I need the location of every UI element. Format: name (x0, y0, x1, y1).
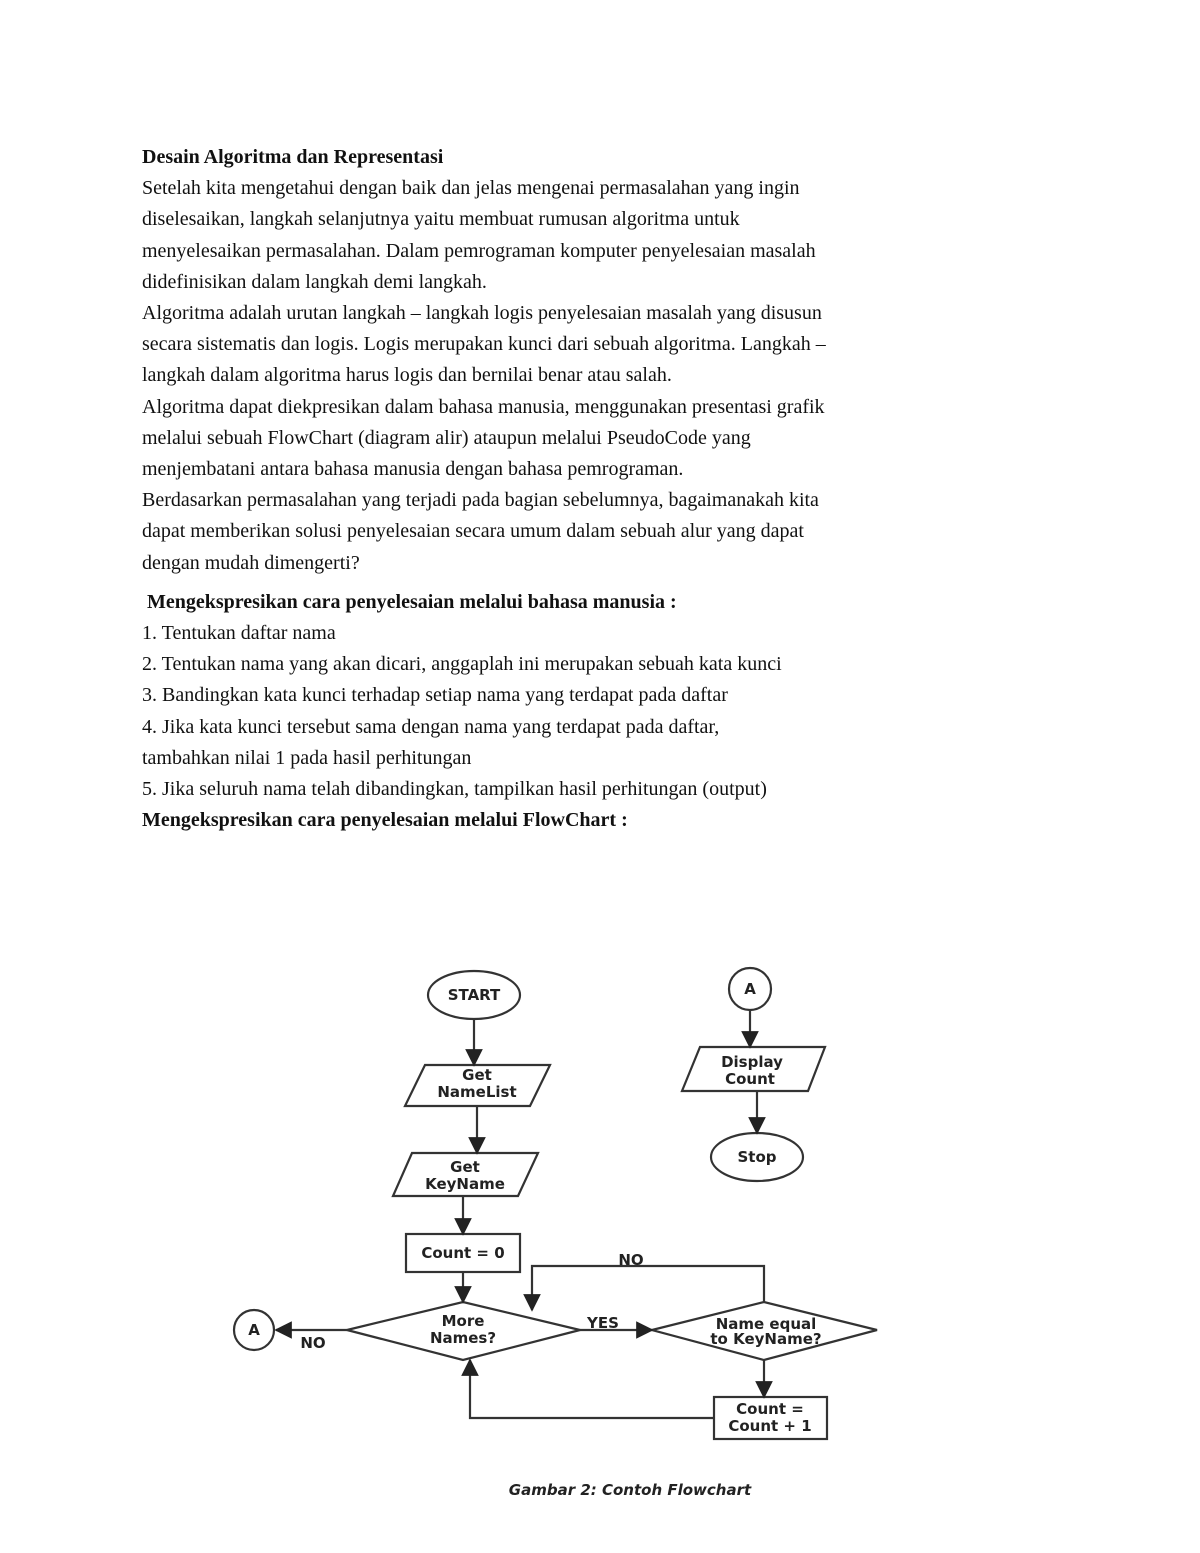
paragraph-line: Berdasarkan permasalahan yang terjadi pada bagian sebelumnya, bagaimanakah kita (142, 489, 819, 512)
more-names-label-1: More (441, 1312, 485, 1330)
no-label-top: NO (618, 1251, 644, 1269)
list-item: 1. Tentukan daftar nama (142, 622, 336, 645)
start-label: START (447, 986, 501, 1004)
count-init-label: Count = 0 (421, 1244, 505, 1262)
list-item: 2. Tentukan nama yang akan dicari, anggaplah ini merupakan sebuah kata kunci (142, 653, 782, 676)
more-names-label-2: Names? (429, 1329, 497, 1347)
paragraph-line: melalui sebuah FlowChart (diagram alir) ataupun melalui PseudoCode yang (142, 426, 751, 449)
section-heading-flowchart: Mengekspresikan cara penyelesaian melalui FlowChart : (142, 809, 628, 832)
yes-label: YES (587, 1314, 619, 1332)
paragraph-line: dengan mudah dimengerti? (142, 551, 360, 574)
get-namelist-label-2: NameList (437, 1083, 517, 1101)
paragraph-line: dapat memberikan solusi penyelesaian secara umum dalam sebuah alur yang dapat (142, 520, 804, 543)
display-count-label-1: Display (721, 1053, 783, 1071)
paragraph-line: Algoritma adalah urutan langkah – langkah logis penyelesaian masalah yang disusun (142, 302, 822, 325)
paragraph-line: Setelah kita mengetahui dengan baik dan jelas mengenai permasalahan yang ingin (142, 177, 800, 200)
figure-caption: Gambar 2: Contoh Flowchart (508, 1481, 752, 1499)
get-keyname-label-2: KeyName (425, 1175, 505, 1193)
get-keyname-label-1: Get (450, 1158, 480, 1176)
list-item: 5. Jika seluruh nama telah dibandingkan, tampilkan hasil perhitungan (output) (142, 778, 767, 801)
list-item: 4. Jika kata kunci tersebut sama dengan nama yang terdapat pada daftar, (142, 715, 720, 738)
paragraph-line: secara sistematis dan logis. Logis merupakan kunci dari sebuah algoritma. Langkah – (142, 333, 826, 356)
connector-a-left-label: A (248, 1321, 260, 1339)
get-namelist-label-1: Get (462, 1066, 492, 1084)
count-increment-label-2: Count + 1 (728, 1417, 812, 1435)
count-increment-label-1: Count = (736, 1400, 804, 1418)
display-count-label-2: Count (725, 1070, 775, 1088)
paragraph-line: menyelesaikan permasalahan. Dalam pemrograman komputer penyelesaian masalah (142, 239, 816, 262)
paragraph-line: menjembatani antara bahasa manusia dengan bahasa pemrograman. (142, 458, 684, 481)
arrow-no-loop (532, 1266, 764, 1310)
connector-a-top-label: A (744, 980, 756, 998)
section-heading-bahasa-manusia: Mengekspresikan cara penyelesaian melalui bahasa manusia : (147, 590, 677, 613)
paragraph-line: diselesaikan, langkah selanjutnya yaitu membuat rumusan algoritma untuk (142, 208, 740, 231)
paragraph-line: langkah dalam algoritma harus logis dan bernilai benar atau salah. (142, 364, 672, 387)
list-item: 3. Bandingkan kata kunci terhadap setiap nama yang terdapat pada daftar (142, 684, 728, 707)
no-label-left: NO (300, 1334, 326, 1352)
stop-label: Stop (737, 1148, 777, 1166)
list-item-continuation: tambahkan nilai 1 pada hasil perhitungan (142, 746, 472, 769)
arrow-increment-loop (470, 1360, 714, 1418)
paragraph-line: Algoritma dapat diekpresikan dalam bahasa manusia, menggunakan presentasi grafik (142, 395, 825, 418)
section-heading-desain: Desain Algoritma dan Representasi (142, 146, 444, 168)
name-equal-label-2: to KeyName? (710, 1330, 822, 1348)
name-equal-label-1: Name equal (715, 1315, 817, 1333)
paragraph-line: didefinisikan dalam langkah demi langkah. (142, 270, 487, 293)
